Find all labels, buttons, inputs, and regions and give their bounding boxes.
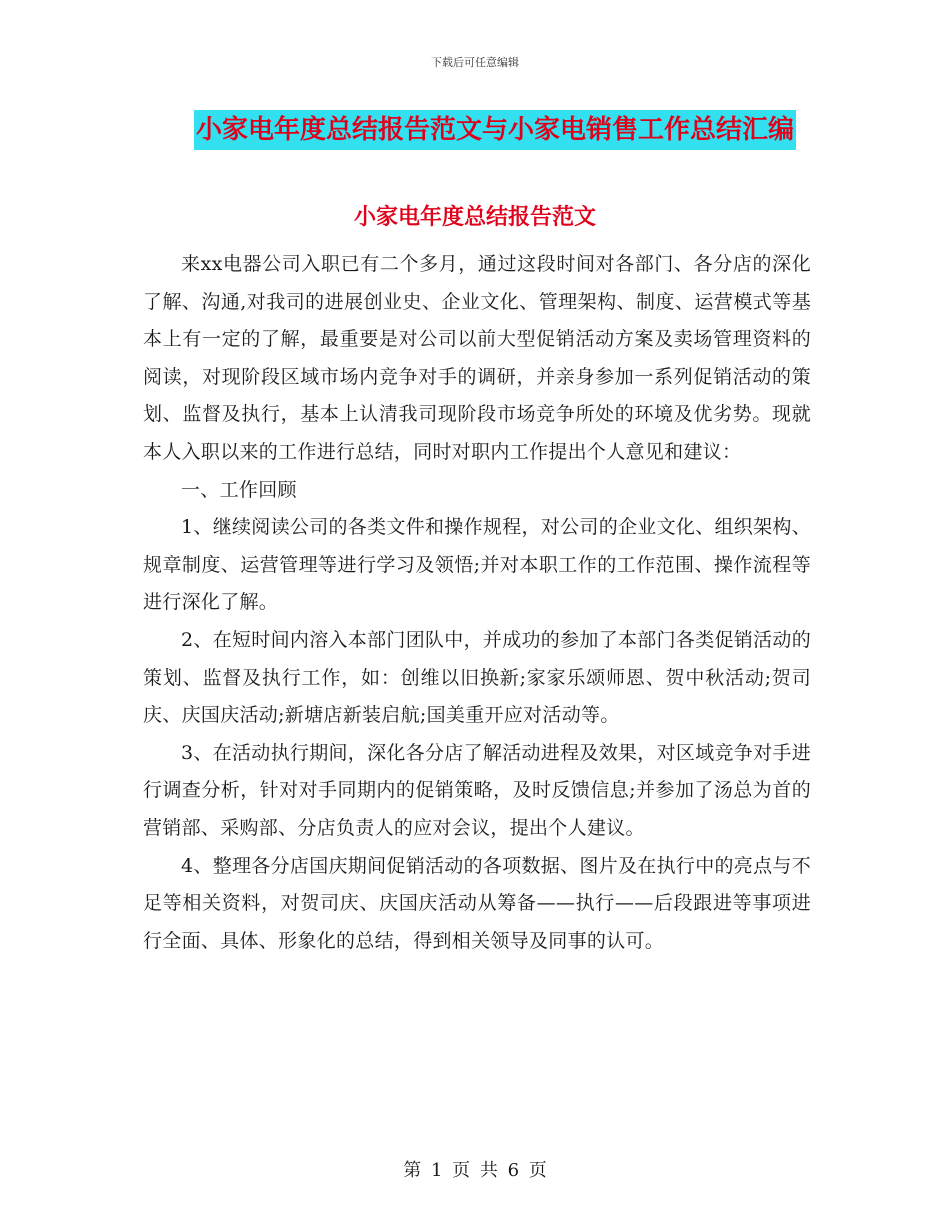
paragraph-heading-review: 一、工作回顾 bbox=[181, 478, 297, 501]
paragraph-intro: 来xx电器公司入职已有二个多月，通过这段时间对各部门、各分店的深化了解、沟通,对我司的进展创业史、企业文化、管理架构、制度、运营模式等基本上有一定的了解，最重要是对公司以前大型促销活动方案及卖场管理资料的阅读，对现阶段区域市场内竞争对手的调研，并亲身参加一系列促销活动的策划、监督及执行，基本上认清我司现阶段市场竞争所处的环境及优劣势。现就本人入职以来的工作进行总结，同时对职内工作提出个人意见和建议： bbox=[143, 253, 811, 463]
page-indicator: 第 1 页 共 6 页 bbox=[403, 1160, 547, 1181]
section-title: 小家电年度总结报告范文 bbox=[353, 204, 596, 230]
header-note: 下载后可任意编辑 bbox=[431, 56, 519, 69]
paragraph-item-4: 4、整理各分店国庆期间促销活动的各项数据、图片及在执行中的亮点与不足等相关资料，对贺司庆、庆国庆活动从筹备——执行——后段跟进等事项进行全面、具体、形象化的总结，得到相关领导及同事的认可。 bbox=[143, 854, 811, 952]
paragraph-item-2: 2、在短时间内溶入本部门团队中，并成功的参加了本部门各类促销活动的策划、监督及执行工作，如：创维以旧换新;家家乐颂师恩、贺中秋活动;贺司庆、庆国庆活动;新塘店新装启航;国美重开应对活动等。 bbox=[143, 628, 811, 727]
document-body bbox=[143, 246, 811, 960]
paragraph-item-1: 1、继续阅读公司的各类文件和操作规程，对公司的企业文化、组织架构、规章制度、运营管理等进行学习及领悟;并对本职工作的工作范围、操作流程等进行深化了解。 bbox=[143, 516, 811, 614]
document-title: 小家电年度总结报告范文与小家电销售工作总结汇编 bbox=[194, 110, 796, 150]
paragraph-item-3: 3、在活动执行期间，深化各分店了解活动进程及效果，对区域竞争对手进行调查分析，针对对手同期内的促销策略，及时反馈信息;并参加了汤总为首的营销部、采购部、分店负责人的应对会议，提出个人建议。 bbox=[143, 741, 811, 839]
